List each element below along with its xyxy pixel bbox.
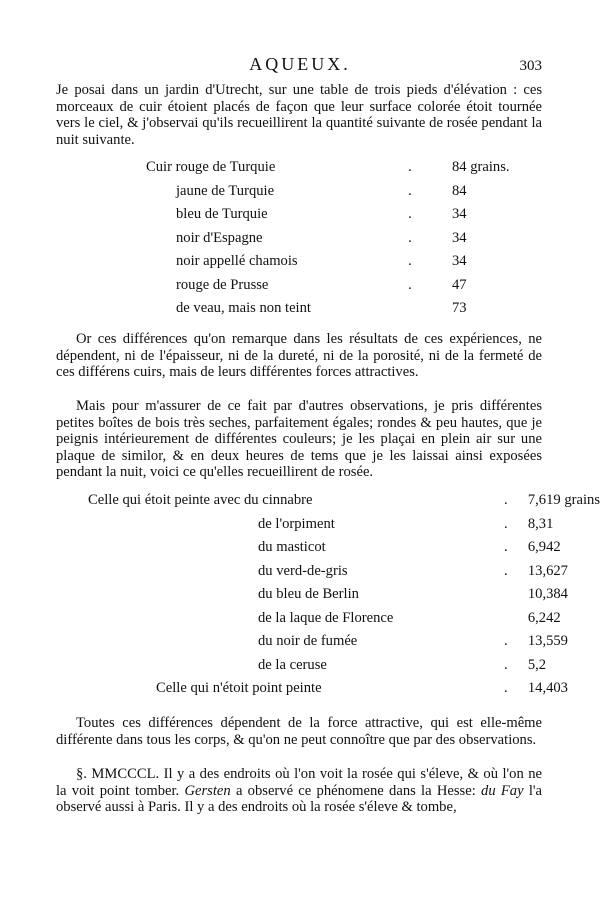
row-value: 84 xyxy=(452,182,467,199)
row-label: Celle qui étoit peinte avec du cinnabre xyxy=(88,492,313,509)
row-separator: . xyxy=(408,159,412,176)
row-separator: . xyxy=(503,680,508,697)
table-row xyxy=(88,677,600,701)
row-value: 84 grains. xyxy=(452,159,510,176)
row-label: noir d'Espagne xyxy=(176,229,263,246)
table-row xyxy=(88,513,600,537)
row-label: de la ceruse xyxy=(258,656,327,673)
row-value: 34 xyxy=(452,253,467,270)
page-number: 303 xyxy=(519,58,542,74)
row-separator: . xyxy=(503,562,508,579)
row-separator: . xyxy=(503,633,508,650)
force-paragraph: Toutes ces différences dépendent de la force attractive, qui est elle-même différente dans tous les corps, & qu'on ne peut connoître que par des observations. xyxy=(56,715,542,748)
row-separator: . xyxy=(408,206,412,223)
row-value: 10,384 xyxy=(527,586,568,603)
boxes-paragraph: Mais pour m'assurer de ce fait par d'autres observations, je pris différentes petites boîtes de bois très seches, parfaitement égales; rondes & peu hautes, que je peignis intérieurement de différentes couleurs; je les plaçai en plein air sur une plaque de similor, & en deux heures de tems que je les laissai ainsi exposées pendant la nuit, voici ce qu'elles recueillirent de rosée. xyxy=(56,398,542,480)
table-row xyxy=(146,227,510,251)
row-value: 7,619 grains xyxy=(527,492,600,509)
row-label: du masticot xyxy=(258,539,326,556)
row-value: 13,627 xyxy=(527,562,568,579)
row-separator: . xyxy=(503,539,508,556)
intro-paragraph-block xyxy=(56,82,542,148)
table-row xyxy=(88,654,600,678)
table-row xyxy=(88,489,600,513)
row-label: de la laque de Florence xyxy=(258,609,394,626)
row-value: 8,31 xyxy=(527,515,554,532)
row-value: 34 xyxy=(452,229,467,246)
row-separator: . xyxy=(408,253,412,270)
row-label: rouge de Prusse xyxy=(176,276,269,293)
row-label: de veau, mais non teint xyxy=(176,300,311,317)
row-separator: . xyxy=(408,276,412,293)
row-value: 47 xyxy=(452,276,467,293)
author-du-fay: du Fay xyxy=(481,782,524,799)
section-text-b: a observé ce phénomene dans la Hesse: xyxy=(235,782,476,799)
row-value: 6,242 xyxy=(527,609,561,626)
row-label: du verd-de-gris xyxy=(258,562,348,579)
row-separator: . xyxy=(503,515,508,532)
row-label: Cuir rouge de Turquie xyxy=(146,159,276,176)
table-row xyxy=(88,630,600,654)
table-row xyxy=(88,536,600,560)
author-gersten: Gersten xyxy=(184,782,231,799)
row-label: noir appellé chamois xyxy=(176,253,298,270)
row-separator: . xyxy=(503,656,508,673)
row-value: 6,942 xyxy=(527,539,561,556)
row-separator: . xyxy=(408,229,412,246)
differences-paragraph-block xyxy=(56,331,542,381)
table-row xyxy=(88,607,600,631)
row-value: 34 xyxy=(452,206,467,223)
row-value: 14,403 xyxy=(527,680,568,697)
row-separator xyxy=(484,607,528,631)
row-separator xyxy=(484,583,528,607)
table-row xyxy=(146,274,510,298)
leather-dew-table xyxy=(146,156,510,321)
row-label: du bleu de Berlin xyxy=(258,586,359,603)
row-label: bleu de Turquie xyxy=(176,206,268,223)
row-separator: . xyxy=(408,182,412,199)
running-title: AQUEUX. xyxy=(249,54,351,74)
table-row xyxy=(146,180,510,204)
row-value: 13,559 xyxy=(527,633,568,650)
row-label: jaune de Turquie xyxy=(176,182,275,199)
intro-paragraph: Je posai dans un jardin d'Utrecht, sur une table de trois pieds d'élévation : ces morceaux de cuir étoient placés de façon que leur surface colorée étoit tournée vers le ciel, & j'observai qu'ils recueillirent la quantité suivante de rosée pendant la nuit suivante. xyxy=(56,82,542,148)
table-row xyxy=(146,297,510,321)
table-row xyxy=(146,250,510,274)
table-row xyxy=(88,583,600,607)
row-value: 5,2 xyxy=(527,656,547,673)
row-separator xyxy=(368,297,452,321)
table-row xyxy=(146,203,510,227)
differences-paragraph: Or ces différences qu'on remarque dans les résultats de ces expériences, ne dépendent, ni de l'épaisseur, ni de la dureté, ni de la porosité, ni de la fermeté de ces différens cuirs, mais de leurs différentes forces attractives. xyxy=(56,331,542,380)
row-label: Celle qui n'étoit point peinte xyxy=(156,680,322,697)
section-text-a: §. MMCCCL. Il y a des endroits où l'on voit la rosée qui s'éleve, & où l'on ne la voit point tomber. xyxy=(56,766,542,799)
row-label: de l'orpiment xyxy=(258,515,335,532)
boxes-dew-table xyxy=(88,489,600,701)
page-header xyxy=(0,54,600,78)
row-separator: . xyxy=(503,492,508,509)
row-label: du noir de fumée xyxy=(258,633,358,650)
table-row xyxy=(146,156,510,180)
table-row xyxy=(88,560,600,584)
section-paragraph-block xyxy=(56,766,542,816)
section-paragraph xyxy=(56,766,542,816)
section-text-c: l'a observé aussi à Paris. Il y a des endroits où la rosée s'éleve & tombe, xyxy=(56,782,542,815)
force-paragraph-block xyxy=(56,715,542,748)
boxes-paragraph-block xyxy=(56,398,542,481)
row-value: 73 xyxy=(452,300,467,317)
